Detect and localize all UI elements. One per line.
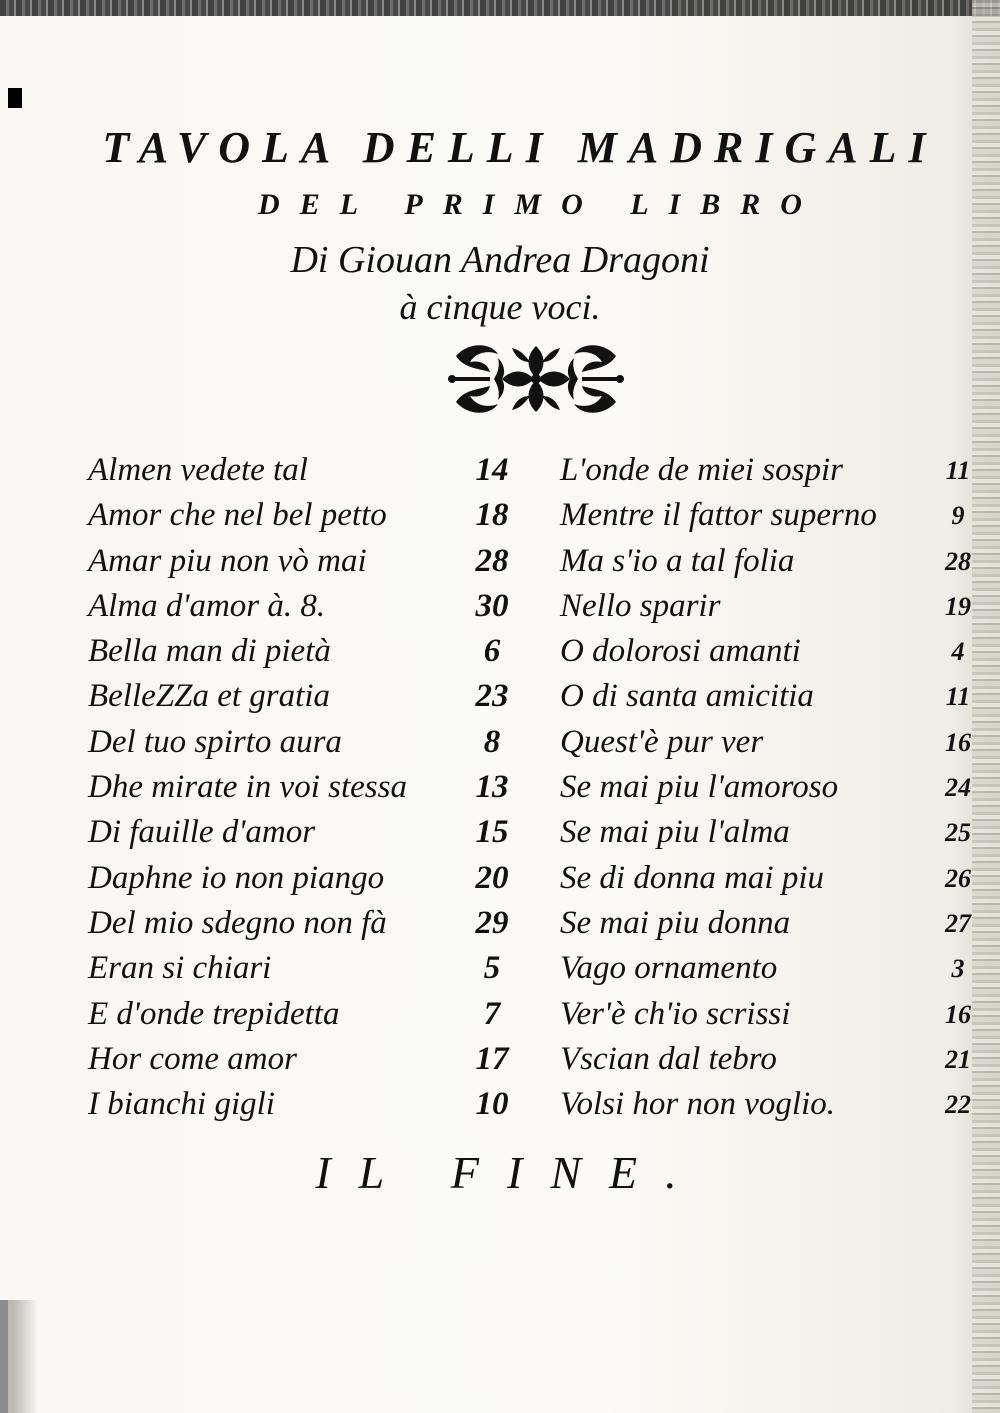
voices-line: à cinque voci. xyxy=(399,287,601,327)
index-entry xyxy=(88,765,528,810)
madrigal-title: BelleZZa et gratia xyxy=(88,678,330,715)
page-left-edge xyxy=(0,1300,38,1413)
madrigal-title: Eran si chiari xyxy=(88,950,272,987)
madrigal-title: Se di donna mai piu xyxy=(560,859,824,896)
page-number: 16 xyxy=(945,999,971,1029)
madrigal-title: Hor come amor xyxy=(88,1040,297,1077)
madrigal-title: Alma d'amor à. 8. xyxy=(88,587,326,624)
page-number: 11 xyxy=(945,682,971,712)
madrigal-title: Del tuo spirto aura xyxy=(88,723,342,760)
index-entry xyxy=(88,1082,528,1127)
index-entry xyxy=(560,810,980,855)
page-number: 26 xyxy=(945,863,971,893)
index-entry xyxy=(560,584,980,629)
index-entry xyxy=(88,992,528,1037)
madrigal-title: O dolorosi amanti xyxy=(560,633,801,670)
page-number: 14 xyxy=(475,452,509,488)
book-subtitle: DEL PRIMO LIBRO xyxy=(258,188,822,221)
index-entry xyxy=(560,901,980,946)
madrigal-title: Di fauille d'amor xyxy=(88,814,316,851)
madrigal-title: Vago ornamento xyxy=(560,950,778,987)
madrigal-title: Almen vedete tal xyxy=(88,452,308,488)
madrigal-title: O di santa amicitia xyxy=(560,678,814,715)
index-column-right xyxy=(560,448,980,1127)
page-number: 22 xyxy=(945,1090,971,1120)
page-number: 28 xyxy=(945,546,971,576)
author-line: Di Giouan Andrea Dragoni xyxy=(290,239,710,281)
madrigal-title: Se mai piu donna xyxy=(560,904,791,941)
madrigal-title: Se mai piu l'alma xyxy=(560,814,790,851)
page-number: 18 xyxy=(475,497,509,534)
madrigal-title: Del mio sdegno non fà xyxy=(88,904,387,941)
index-entry xyxy=(560,765,980,810)
index-entry xyxy=(560,1037,980,1082)
index-entry xyxy=(560,539,980,584)
madrigal-title: L'onde de miei sospir xyxy=(560,452,843,488)
page-number: 8 xyxy=(483,723,501,760)
index-entry xyxy=(88,674,528,719)
index-title: TAVOLA DELLI MADRIGALI xyxy=(102,123,938,172)
page-number: 29 xyxy=(475,904,509,941)
madrigal-title: Ma s'io a tal folia xyxy=(560,542,795,579)
madrigal-title: E d'onde trepidetta xyxy=(88,995,340,1032)
index-entry xyxy=(88,901,528,946)
page-number: 6 xyxy=(483,633,501,670)
page-number: 15 xyxy=(475,814,509,851)
index-entry xyxy=(560,720,980,765)
madrigal-title: Ver'è ch'io scrissi xyxy=(560,995,791,1032)
page-number: 17 xyxy=(475,1040,509,1077)
page-number: 23 xyxy=(475,678,509,715)
page-number: 13 xyxy=(475,769,509,806)
madrigal-title: Vscian dal tebro xyxy=(560,1040,777,1077)
page-number: 7 xyxy=(483,995,501,1032)
page-number: 16 xyxy=(945,727,971,757)
index-entry xyxy=(88,720,528,765)
madrigal-title: Dhe mirate in voi stessa xyxy=(88,769,407,806)
page-number: 20 xyxy=(475,859,509,896)
index-entry xyxy=(88,1037,528,1082)
index-entry xyxy=(88,810,528,855)
index-entry xyxy=(560,493,980,538)
madrigal-title: Mentre il fattor superno xyxy=(560,497,877,534)
index-entry xyxy=(560,946,980,991)
madrigal-title: Volsi hor non voglio. xyxy=(560,1086,836,1123)
index-column-left xyxy=(88,448,528,1127)
madrigal-title: Amor che nel bel petto xyxy=(88,497,387,534)
page-number: 3 xyxy=(951,954,965,984)
index-entry xyxy=(88,584,528,629)
page-number: 11 xyxy=(945,456,971,485)
index-entry xyxy=(88,946,528,991)
madrigal-title: Bella man di pietà xyxy=(88,633,331,670)
page-number: 19 xyxy=(945,591,971,621)
index-entry xyxy=(88,856,528,901)
index-entry xyxy=(560,674,980,719)
floral-fleuron-icon xyxy=(446,338,626,420)
index-entry xyxy=(88,493,528,538)
page-number: 30 xyxy=(475,587,509,624)
madrigal-title: Daphne io non piango xyxy=(88,859,385,896)
index-entry xyxy=(88,629,528,674)
page-number: 28 xyxy=(475,542,509,579)
index-entry xyxy=(560,992,980,1037)
page-number: 25 xyxy=(945,818,971,848)
index-entry xyxy=(88,539,528,584)
index-entry xyxy=(560,856,980,901)
index-entry xyxy=(560,1082,980,1127)
page-number: 21 xyxy=(945,1044,971,1074)
page-number: 5 xyxy=(483,950,501,987)
page-number: 10 xyxy=(475,1086,509,1123)
madrigal-title: Nello sparir xyxy=(560,587,721,624)
madrigal-title: Quest'è pur ver xyxy=(560,723,764,760)
madrigal-title: Se mai piu l'amoroso xyxy=(560,769,839,806)
madrigal-title: I bianchi gigli xyxy=(88,1086,275,1123)
page-number: 9 xyxy=(951,501,965,531)
page-number: 27 xyxy=(945,908,971,938)
index-entry xyxy=(560,629,980,674)
index-entry xyxy=(560,448,980,493)
page-number: 4 xyxy=(951,637,965,667)
page-number: 24 xyxy=(945,773,971,803)
page-top-edge xyxy=(0,0,1000,16)
index-entry xyxy=(88,448,528,493)
madrigal-title: Amar piu non vò mai xyxy=(88,542,367,579)
printer-mark xyxy=(8,88,22,108)
colophon: IL FINE. xyxy=(315,1147,705,1198)
